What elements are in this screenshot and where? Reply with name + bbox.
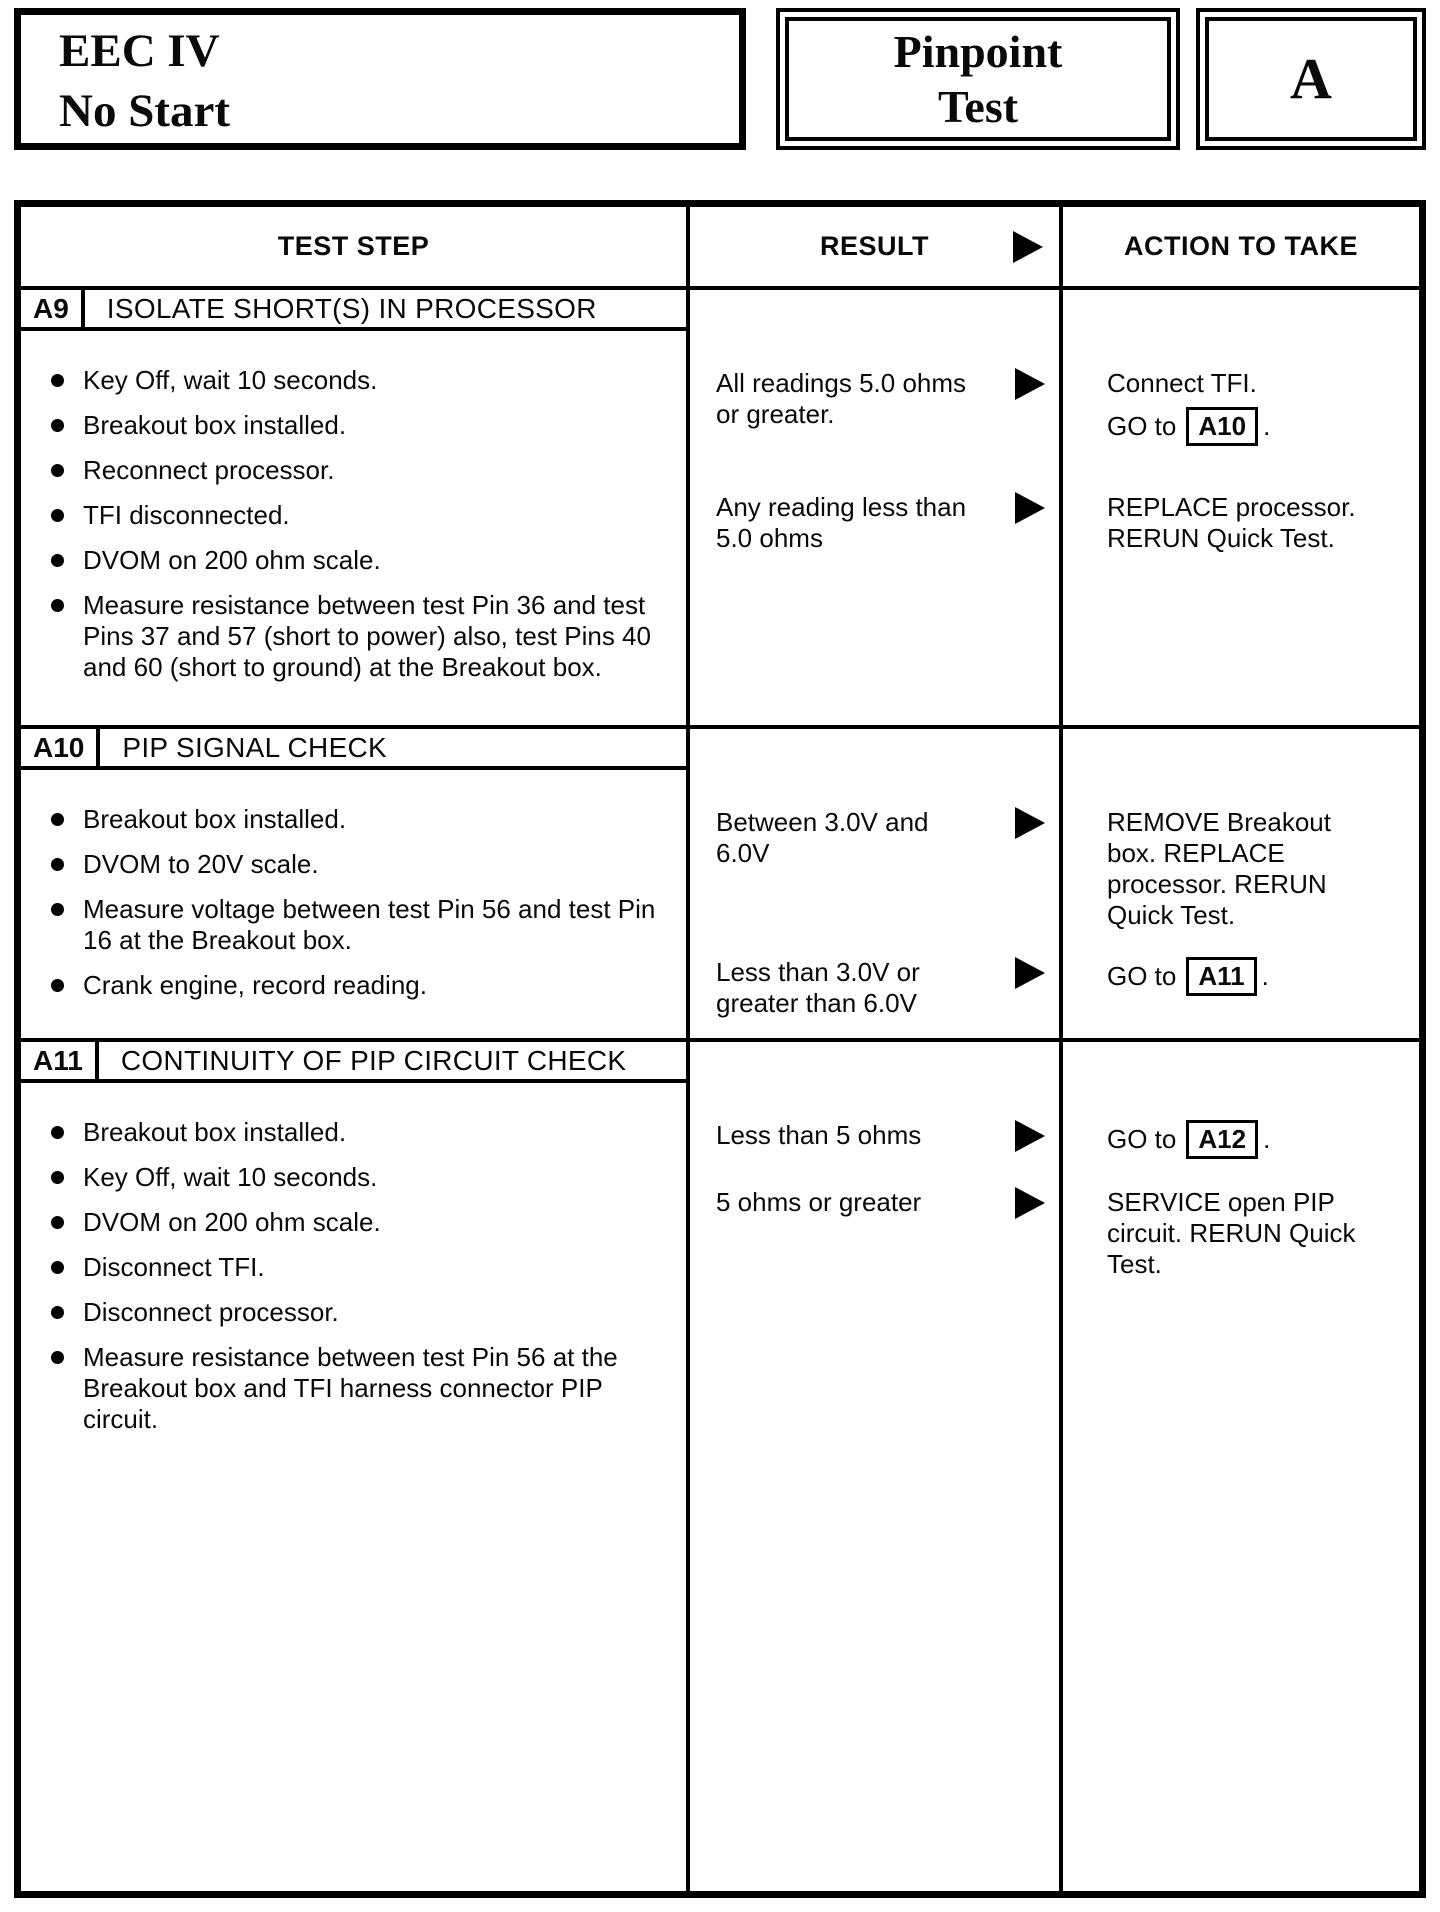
pinpoint-test-box xyxy=(776,8,1180,150)
result-arrow-icon xyxy=(1013,231,1043,263)
action-cell xyxy=(1063,805,1419,931)
step-item: Key Off, wait 10 seconds. xyxy=(39,365,659,396)
action-cell xyxy=(1063,955,1419,1019)
test-step-column xyxy=(21,729,690,1038)
result-text: Any reading less than xyxy=(716,492,967,522)
goto-line xyxy=(1107,407,1409,446)
pinpoint-label-line2: Test xyxy=(937,81,1019,132)
step-item: Measure voltage between test Pin 56 and test Pin 16 at the Breakout box. xyxy=(39,894,659,956)
test-section-a11 xyxy=(21,1038,1419,1891)
step-item: Breakout box installed. xyxy=(39,410,659,441)
step-item: Key Off, wait 10 seconds. xyxy=(39,1162,659,1193)
action-cell xyxy=(1063,490,1419,554)
result-cell xyxy=(690,366,1063,446)
system-title-line1: EEC IV xyxy=(59,25,220,77)
test-section-a10 xyxy=(21,725,1419,1038)
goto-line xyxy=(1107,1120,1409,1159)
step-list xyxy=(21,1083,686,1459)
test-letter-box xyxy=(1196,8,1426,150)
action-text: SERVICE open PIP xyxy=(1107,1187,1335,1217)
section-title: CONTINUITY OF PIP CIRCUIT CHECK xyxy=(120,1044,627,1076)
action-cell xyxy=(1063,1118,1419,1159)
result-text: Less than 5 ohms xyxy=(716,1120,922,1150)
result-arrow-icon xyxy=(1015,957,1045,989)
test-letter: A xyxy=(1290,46,1332,111)
system-title-box xyxy=(14,8,746,150)
goto-label: GO to xyxy=(1107,1124,1177,1154)
table-header-row xyxy=(21,207,1419,290)
action-text: processor. RERUN xyxy=(1107,869,1327,899)
action-text: Test. xyxy=(1107,1249,1162,1279)
result-action-column xyxy=(690,290,1419,725)
result-text: 6.0V xyxy=(716,838,770,868)
system-title-line2: No Start xyxy=(59,85,230,137)
result-arrow-icon xyxy=(1015,368,1045,400)
pinpoint-test-table xyxy=(14,200,1426,1898)
action-text: box. REPLACE xyxy=(1107,838,1285,868)
test-section-a9 xyxy=(21,290,1419,725)
step-item: Measure resistance between test Pin 36 and test Pins 37 and 57 (short to power) also, test Pins 40 and 60 (short to ground) at the Breakout box. xyxy=(39,590,659,683)
outcome-row xyxy=(690,1185,1419,1280)
action-cell xyxy=(1063,1185,1419,1280)
result-cell xyxy=(690,955,1063,1019)
result-arrow-icon xyxy=(1015,1120,1045,1152)
result-arrow-icon xyxy=(1015,492,1045,524)
result-action-column xyxy=(690,729,1419,1038)
goto-label: GO to xyxy=(1107,411,1177,441)
outcome-row xyxy=(690,955,1419,1019)
outcome-row xyxy=(690,366,1419,446)
goto-period: . xyxy=(1261,961,1269,991)
test-letter-box-inner xyxy=(1205,17,1417,141)
pinpoint-test-box-inner xyxy=(785,17,1171,141)
step-item: Breakout box installed. xyxy=(39,1117,659,1148)
result-arrow-icon xyxy=(1015,807,1045,839)
result-cell xyxy=(690,1185,1063,1280)
outcome-row xyxy=(690,490,1419,554)
step-item: Breakout box installed. xyxy=(39,804,659,835)
result-cell xyxy=(690,1118,1063,1159)
step-list xyxy=(21,770,686,1025)
step-item: Reconnect processor. xyxy=(39,455,659,486)
result-text: 5.0 ohms xyxy=(716,523,823,553)
pinpoint-label-line1: Pinpoint xyxy=(893,26,1063,77)
test-step-column xyxy=(21,290,690,725)
result-cell xyxy=(690,490,1063,554)
step-item: DVOM on 200 ohm scale. xyxy=(39,1207,659,1238)
step-list xyxy=(21,331,686,707)
goto-step-badge: A12 xyxy=(1186,1120,1258,1159)
section-id-badge: A10 xyxy=(21,729,100,766)
section-id-badge: A11 xyxy=(21,1042,99,1079)
result-cell xyxy=(690,805,1063,931)
step-item: DVOM to 20V scale. xyxy=(39,849,659,880)
step-item: Crank engine, record reading. xyxy=(39,970,659,1001)
outcome-row xyxy=(690,805,1419,931)
result-action-column xyxy=(690,1042,1419,1891)
section-title: ISOLATE SHORT(S) IN PROCESSOR xyxy=(106,292,597,324)
goto-step-badge: A10 xyxy=(1186,407,1258,446)
goto-period: . xyxy=(1263,411,1271,441)
section-id-badge: A9 xyxy=(21,290,85,327)
page-header xyxy=(14,8,1426,150)
column-header-result xyxy=(690,207,1063,286)
goto-period: . xyxy=(1263,1124,1271,1154)
column-header-action: ACTION TO TAKE xyxy=(1124,231,1358,261)
section-header xyxy=(21,290,686,331)
goto-label: GO to xyxy=(1107,961,1177,991)
section-title: PIP SIGNAL CHECK xyxy=(122,731,388,763)
action-text: Quick Test. xyxy=(1107,900,1236,930)
result-text: 5 ohms or greater xyxy=(716,1187,922,1217)
test-step-column xyxy=(21,1042,690,1891)
action-text: REMOVE Breakout xyxy=(1107,807,1331,837)
result-text: greater than 6.0V xyxy=(716,988,917,1018)
action-text: RERUN Quick Test. xyxy=(1107,523,1335,553)
step-item: DVOM on 200 ohm scale. xyxy=(39,545,659,576)
outcome-row xyxy=(690,1118,1419,1159)
result-arrow-icon xyxy=(1015,1187,1045,1219)
action-cell xyxy=(1063,366,1419,446)
column-header-result-label: RESULT xyxy=(820,231,929,261)
step-item: Measure resistance between test Pin 56 at the Breakout box and TFI harness connector PIP circuit. xyxy=(39,1342,659,1435)
result-text: All readings 5.0 ohms xyxy=(716,368,967,398)
goto-step-badge: A11 xyxy=(1186,957,1256,996)
column-header-test-step: TEST STEP xyxy=(21,207,690,286)
step-item: TFI disconnected. xyxy=(39,500,659,531)
goto-line xyxy=(1107,957,1409,996)
step-item: Disconnect processor. xyxy=(39,1297,659,1328)
result-text: or greater. xyxy=(716,399,835,429)
result-text: Between 3.0V and xyxy=(716,807,929,837)
result-text: Less than 3.0V or xyxy=(716,957,920,987)
section-header xyxy=(21,729,686,770)
section-header xyxy=(21,1042,686,1083)
step-item: Disconnect TFI. xyxy=(39,1252,659,1283)
action-text: Connect TFI. xyxy=(1107,368,1257,398)
action-text: REPLACE processor. xyxy=(1107,492,1356,522)
action-text: circuit. RERUN Quick xyxy=(1107,1218,1356,1248)
